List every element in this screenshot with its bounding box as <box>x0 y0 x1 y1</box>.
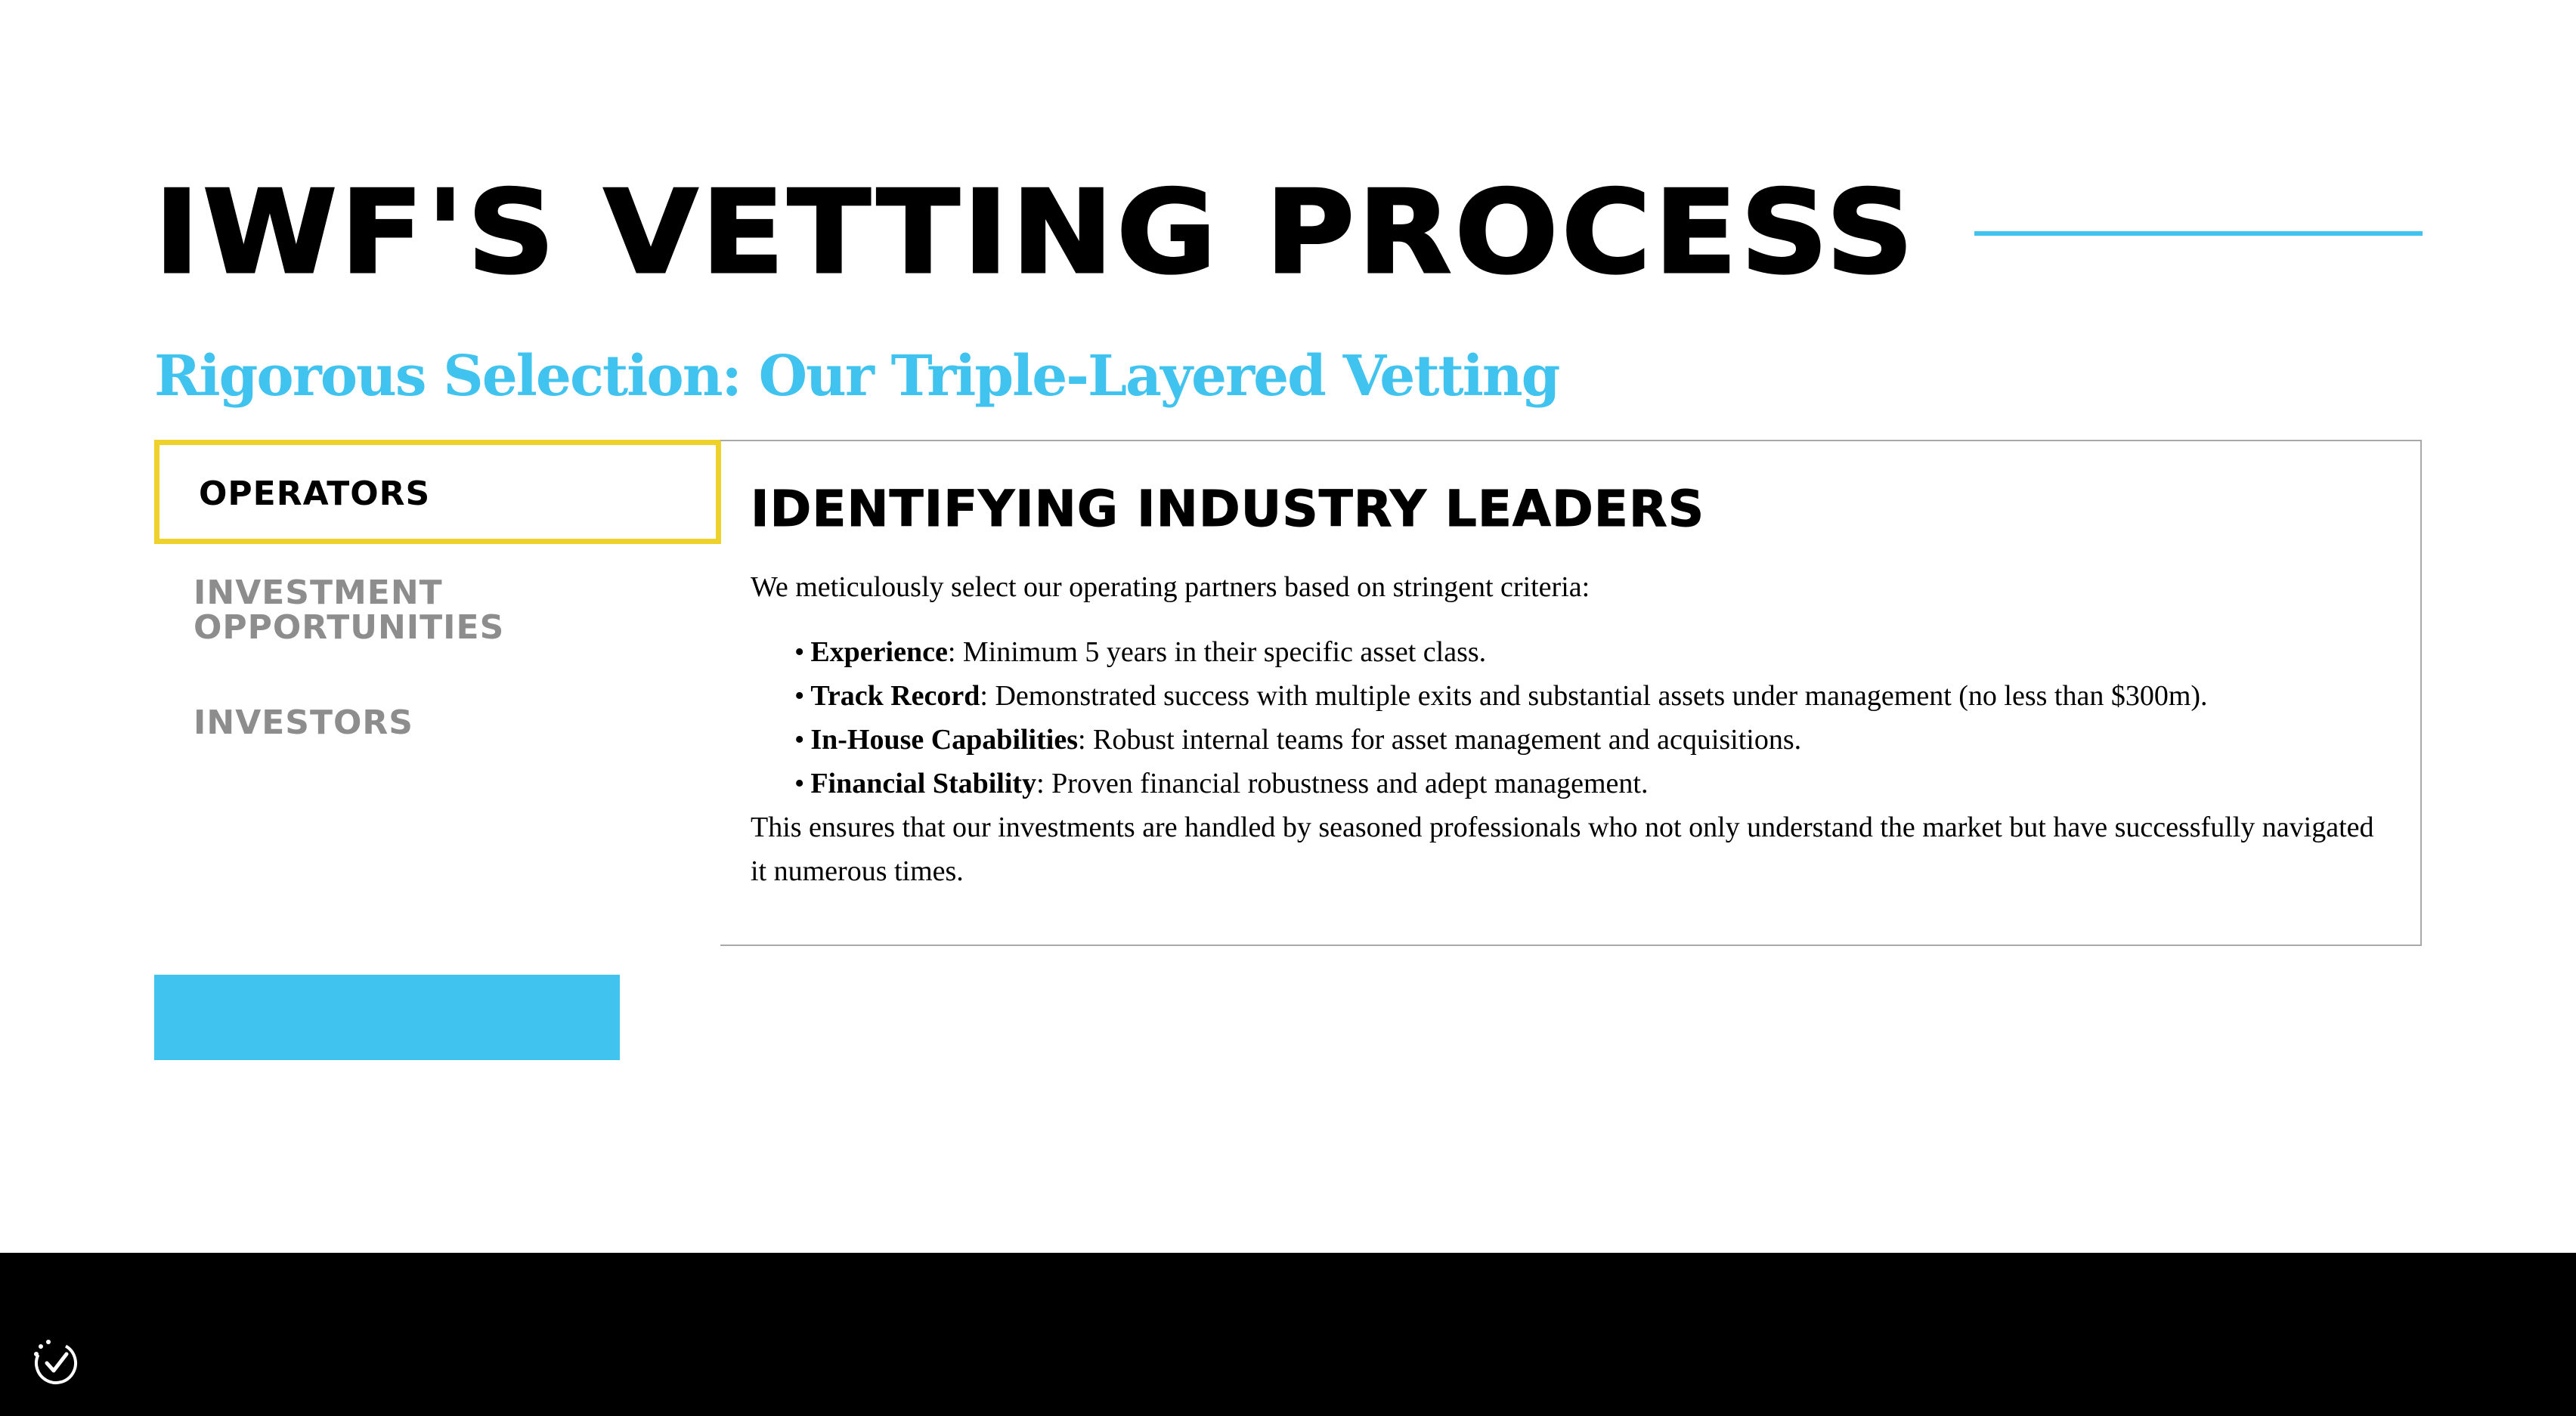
criteria-item-track-record <box>794 674 2390 718</box>
criteria-text: : Minimum 5 years in their specific asset class. <box>947 636 1487 668</box>
tab-content-panel <box>720 440 2422 946</box>
panel-heading: IDENTIFYING INDUSTRY LEADERS <box>751 480 1705 538</box>
title-accent-rule <box>1974 231 2423 236</box>
tab-operators[interactable] <box>154 440 721 544</box>
tab-investment-opportunities-label: INVESTMENT OPPORTUNITIES <box>194 574 505 647</box>
bullet-glyph: • <box>794 636 805 668</box>
tab-investment-opportunities[interactable] <box>154 576 721 645</box>
criteria-item-financial-stability <box>794 762 2390 805</box>
footer-bar <box>0 1253 2576 1416</box>
criteria-item-in-house-capabilities <box>794 718 2390 762</box>
bullet-glyph: • <box>794 724 805 756</box>
criteria-term: Track Record <box>810 680 980 712</box>
criteria-text: : Robust internal teams for asset management and acquisitions. <box>1077 724 1802 756</box>
tab-investors-label: INVESTORS <box>194 703 413 742</box>
panel-closing: This ensures that our investments are handled by seasoned professionals who not only understand the market but have successfully navigated it numerous times. <box>751 812 2374 887</box>
criteria-term: In-House Capabilities <box>810 724 1078 756</box>
page-title: IWF'S VETTING PROCESS <box>154 165 1917 299</box>
tab-investors[interactable] <box>154 703 721 742</box>
cta-button[interactable] <box>154 975 620 1060</box>
page-subtitle: Rigorous Selection: Our Triple-Layered Vetting <box>154 344 1559 409</box>
criteria-text: : Demonstrated success with multiple exits and substantial assets under management (no less than $300m). <box>980 680 2208 712</box>
criteria-item-experience <box>794 630 2390 674</box>
bullet-glyph: • <box>794 768 805 799</box>
criteria-term: Experience <box>810 636 948 668</box>
bullet-glyph: • <box>794 680 805 712</box>
title-row <box>154 165 2422 301</box>
criteria-list <box>751 630 2390 805</box>
check-badge-icon[interactable] <box>30 1336 82 1387</box>
criteria-term: Financial Stability <box>810 768 1037 799</box>
panel-intro: We meticulously select our operating partners based on stringent criteria: <box>751 571 1590 603</box>
criteria-text: : Proven financial robustness and adept management. <box>1036 768 1649 799</box>
tab-operators-label: OPERATORS <box>199 475 431 513</box>
